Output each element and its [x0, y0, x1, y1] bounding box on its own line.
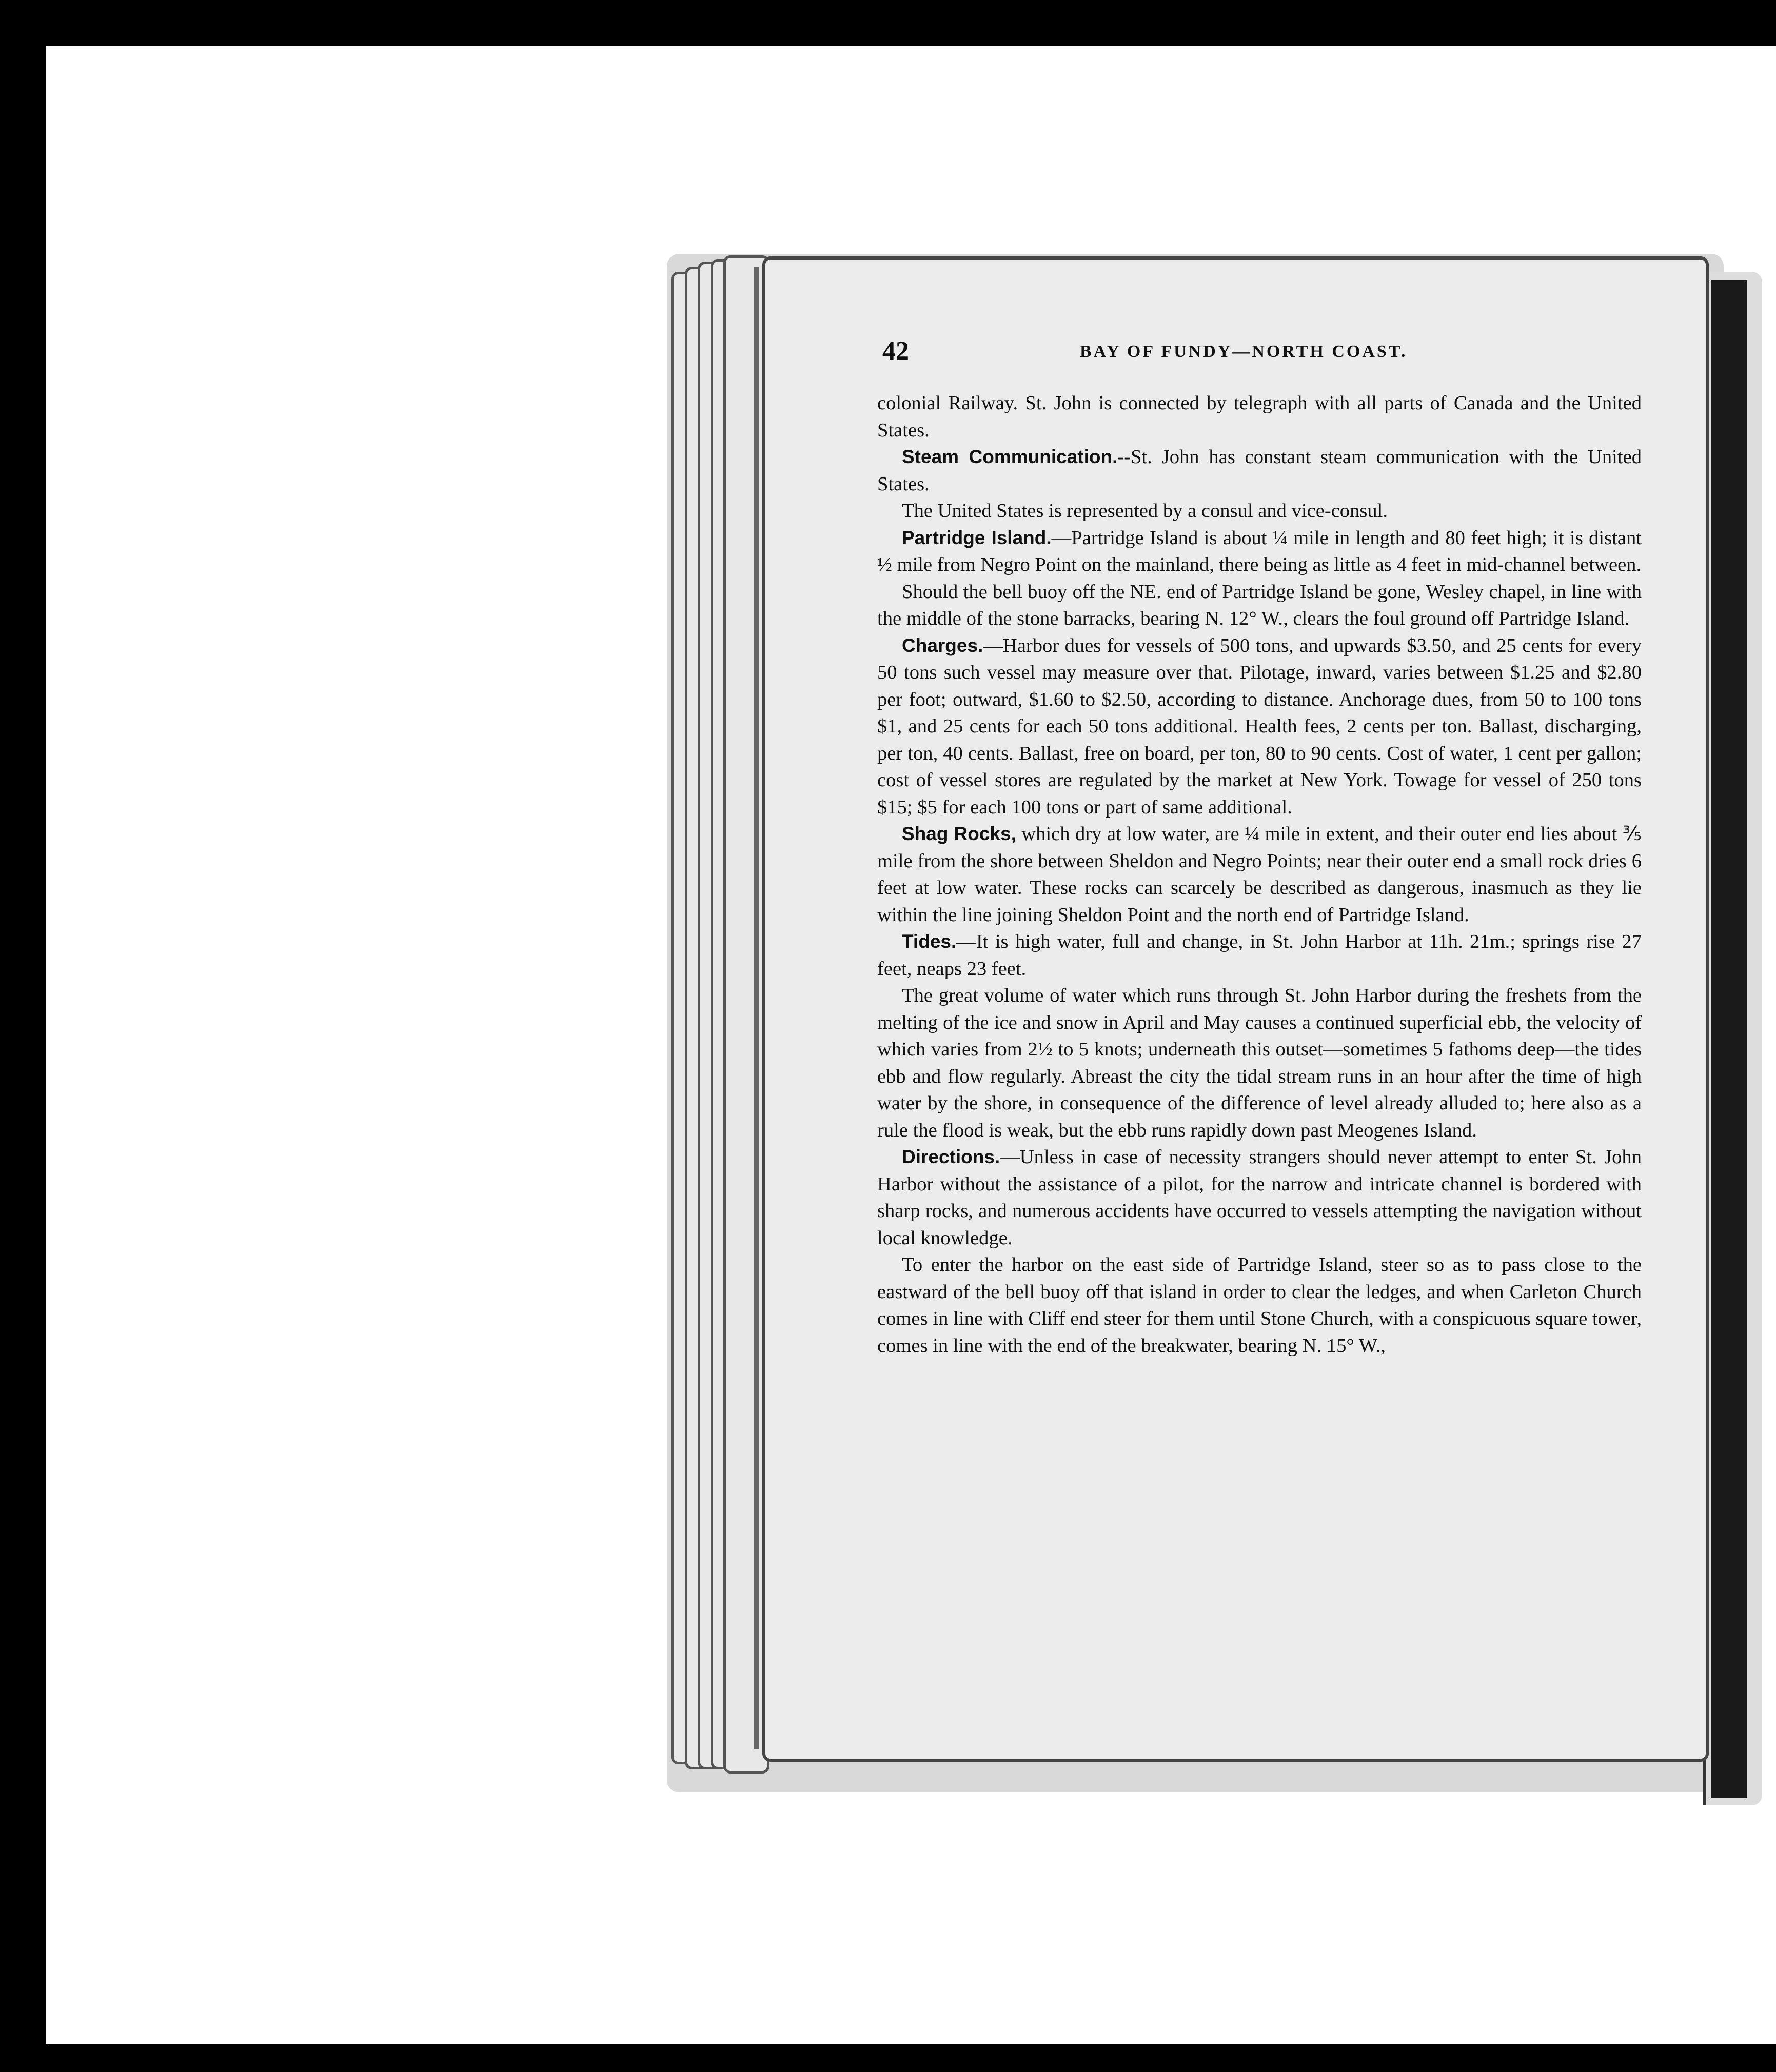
paragraph — [877, 579, 1642, 632]
running-title: BAY OF FUNDY—NORTH COAST. — [1080, 342, 1408, 361]
scan-border-left — [0, 0, 46, 2072]
paragraph — [877, 525, 1642, 579]
run-in-heading: Steam Communication. — [902, 446, 1118, 467]
paragraph-text: which dry at low water, are ¼ mile in extent, and their outer end lies about ⅗ mile from the shore between Sheldon and Negro Points; near their outer end a small rock dries 6 feet at low water. These rocks can scarcely be described as dangerous, inasmuch as they lie within the line joining Sheldon Point and the north end of Partridge Island. — [877, 823, 1642, 926]
paragraph — [877, 928, 1642, 982]
page-number: 42 — [882, 336, 909, 366]
body-text — [877, 390, 1642, 1359]
paragraph-text: The great volume of water which runs through St. John Harbor during the freshets from the melting of the ice and snow in April and May causes a continued superficial ebb, the velocity of which varies from 2½ to 5 knots; underneath this outset—sometimes 5 fathoms deep—the tides ebb and flow regularly. Abreast the city the tidal stream runs in an hour after the time of high water by the shore, in consequence of the difference of level already alluded to; here also as a rule the flood is weak, but the ebb runs rapidly down past Meogenes Island. — [877, 985, 1642, 1141]
run-in-heading: Partridge Island. — [902, 527, 1052, 548]
paragraph-text: —Unless in case of necessity strangers should never attempt to enter St. John Harbor without the assistance of a pilot, for the narrow and intricate channel is bordered with sharp rocks, and numerous accidents have occurred to vessels attempting the navigation without local knowledge. — [877, 1146, 1642, 1249]
paragraph — [877, 1251, 1642, 1359]
paragraph — [877, 444, 1642, 497]
paragraph — [877, 982, 1642, 1144]
paragraph — [877, 497, 1642, 525]
paragraph-text: —Partridge Island is about ¼ mile in length and 80 feet high; it is distant ½ mile from Negro Point on the mainland, there being as little as 4 feet in mid-channel between. — [877, 527, 1642, 575]
paragraph-text: The United States is represented by a consul and vice-consul. — [902, 500, 1388, 522]
run-in-heading: Shag Rocks, — [902, 823, 1016, 844]
paragraph-text: --St. John has constant steam communication with the United States. — [877, 446, 1642, 495]
run-in-heading: Tides. — [902, 931, 957, 952]
paragraph-text: colonial Railway. St. John is connected by telegraph with all parts of Canada and the United States. — [877, 392, 1642, 441]
scan-border-bottom — [0, 2044, 1776, 2072]
paragraph — [877, 1144, 1642, 1251]
run-in-heading: Charges. — [902, 634, 983, 656]
paragraph — [877, 390, 1642, 444]
paragraph-text: Should the bell buoy off the NE. end of Partridge Island be gone, Wesley chapel, in line with the middle of the stone barracks, bearing N. 12° W., clears the foul ground off Partridge Island. — [877, 581, 1642, 629]
facing-page-shadow — [1711, 280, 1747, 1798]
paragraph-text: —It is high water, full and change, in St. John Harbor at 11h. 21m.; springs rise 27 feet, neaps 23 feet. — [877, 931, 1642, 980]
paragraph — [877, 632, 1642, 821]
gutter — [754, 267, 759, 1749]
scan-border-top — [0, 0, 1776, 46]
paragraph-text: —Harbor dues for vessels of 500 tons, and upwards $3.50, and 25 cents for every 50 tons such vessel may measure over that. Pilotage, inward, varies between $1.25 and $2.80 per foot; outward, $1.60 to $2.50, according to distance. Anchorage dues, from 50 to 100 tons $1, and 25 cents for each 50 tons additional. Health fees, 2 cents per ton. Ballast, discharging, per ton, 40 cents. Ballast, free on board, per ton, 80 to 90 cents. Cost of water, 1 cent per gallon; cost of vessel stores are regulated by the market at New York. Towage for vessel of 250 tons $15; $5 for each 100 tons or part of same additional. — [877, 634, 1642, 818]
running-head — [882, 336, 1631, 372]
paragraph-text: To enter the harbor on the east side of Partridge Island, steer so as to pass close to the eastward of the bell buoy off that island in order to clear the ledges, and when Carleton Church comes in line with Cliff end steer for them until Stone Church, with a conspicuous square tower, comes in line with the end of the breakwater, bearing N. 15° W., — [877, 1254, 1642, 1357]
run-in-heading: Directions. — [902, 1146, 1000, 1167]
paragraph — [877, 821, 1642, 928]
